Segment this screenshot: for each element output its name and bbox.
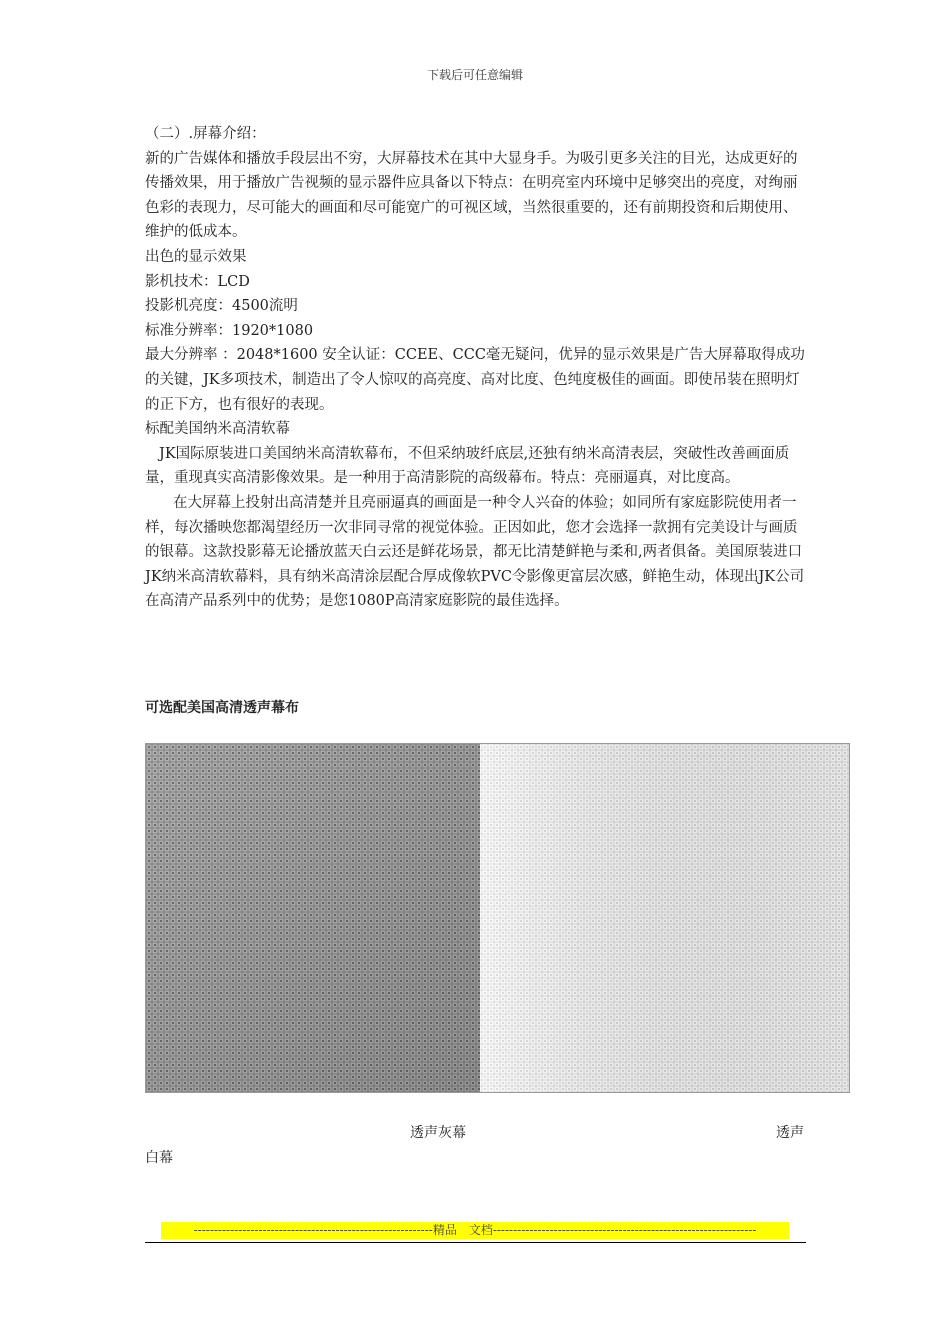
- spec-max-resolution: 最大分辨率 ：2048*1600 安全认证：CCEE、CCC毫无疑问，优异的显示效果是广告大屏幕取得成功的关键，JK多项技术，制造出了令人惊叹的高亮度、高对比度、色纯度极佳的画面。即使吊装在照明灯的正下方，也有很好的表现。: [145, 347, 805, 413]
- nano-screen-paragraph: JK国际原装进口美国纳米高清软幕布，不但采纳玻纤底层,还独有纳米高清表层，突破性改善画面质量，重现真实高清影像效果。是一种用于高清影院的高级幕布。特点：亮丽逼真，对比度高。: [145, 445, 790, 487]
- footer-banner: -----------------------------------------------------------精品 文档-----------------------------------------------------------------: [161, 1222, 789, 1239]
- caption-white-screen-part1: 透声: [776, 1125, 804, 1141]
- footer-rule: [145, 1242, 806, 1243]
- spec-tech: 影机技术：LCD: [145, 273, 250, 290]
- caption-white-screen-part2: 白幕: [145, 1150, 173, 1166]
- intro-paragraph: 新的广告媒体和播放手段层出不穷，大屏幕技术在其中大显身手。为吸引更多关注的目光，达成更好的传播效果，用于播放广告视频的显示器件应具备以下特点：在明亮室内环境中足够突出的亮度，对绚丽色彩的表现力，尽可能大的画面和尽可能宽广的可视区域，当然很重要的，还有前期投资和后期使用、维护的低成本。: [145, 150, 798, 241]
- spec-brightness: 投影机亮度：4500流明: [145, 298, 298, 315]
- fabric-comparison-image: [145, 743, 850, 1093]
- body-text: [145, 122, 810, 614]
- section-title: （二）.屏幕介绍：: [145, 126, 266, 142]
- spec-resolution: 标准分辨率：1920*1080: [145, 322, 314, 339]
- optional-screen-heading: 可选配美国高清透声幕布: [145, 700, 299, 716]
- display-heading: 出色的显示效果: [145, 248, 247, 265]
- experience-paragraph: 在大屏幕上投射出高清楚并且亮丽逼真的画面是一种令人兴奋的体验；如同所有家庭影院使用者一样，每次播映您都渴望经历一次非同寻常的视觉体验。正因如此，您才会选择一款拥有完美设计与画质的银幕。这款投影幕无论播放蓝天白云还是鲜花场景，都无比清楚鲜艳与柔和,两者俱备。美国原装进口JK纳米高清软幕料，具有纳米高清涂层配合厚成像软PVC令影像更富层次感，鲜艳生动，体现出JK公司在高清产品系列中的优势；是您1080P高清家庭影院的最佳选择。: [145, 494, 805, 610]
- page-header: 下载后可任意编辑: [426, 68, 523, 82]
- screen-heading: 标配美国纳米高清软幕: [145, 421, 290, 438]
- caption-gray-screen: 透声灰幕: [410, 1125, 466, 1141]
